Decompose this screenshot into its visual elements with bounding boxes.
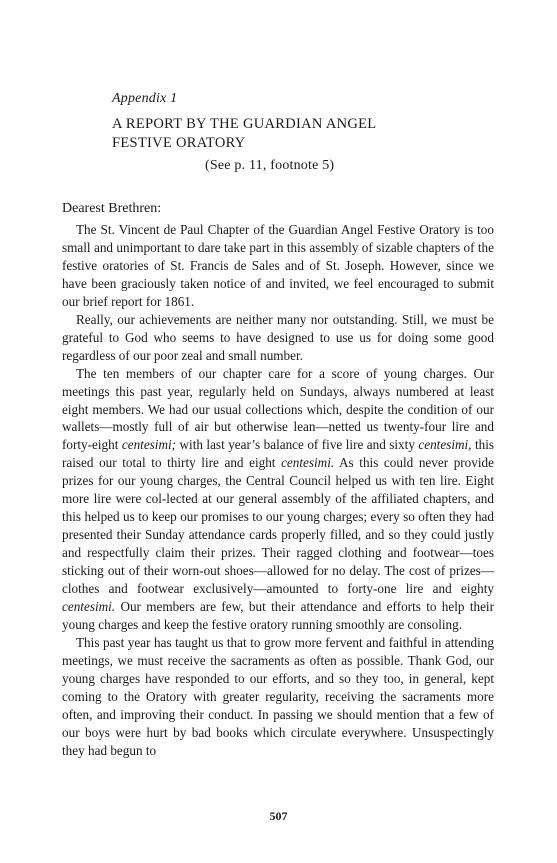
text-run: Our members are few, but their attendance and efforts to help their young charges and keep the festive oratory running smoothly are consoling. — [62, 599, 494, 632]
italic-term: centesimi; — [121, 437, 177, 453]
body-text — [62, 221, 494, 760]
appendix-label: Appendix 1 — [112, 91, 178, 106]
footnote-reference: (See p. 11, footnote 5) — [205, 158, 335, 173]
text-run: with last year’s balance of five lire and sixty — [176, 437, 419, 453]
body-paragraph — [62, 221, 494, 311]
text-run: As this could never provide prizes for our young charges, the Central Council helped us with ten lire. Eight more lire were col-lected at our general assembly of the affiliated chapters, and this helped us to keep our promises to our young charges; every so often they had presented their Sunday attendance cards properly filled, and so they could justly and respectfully claim their prizes. Their ragged clothing and footwear—toes sticking out of their worn-out shoes—allowed for no delay. The cost of prizes—clothes and footwear exclusively—amounted to forty-one lire and eighty — [62, 455, 494, 597]
italic-term: centesimi. — [62, 599, 116, 615]
text-run: The St. Vincent de Paul Chapter of the Guardian Angel Festive Oratory is too small and unimportant to dare take part in this assembly of sizable chapters of the festive oratories of St. Francis de Sales and of St. Joseph. However, since we have been graciously taken notice of and invited, we feel encouraged to submit our brief report for 1861. — [62, 222, 494, 309]
salutation: Dearest Brethren: — [62, 201, 162, 216]
page-number: 507 — [269, 809, 288, 823]
body-paragraph — [62, 634, 494, 760]
text-run: This past year has taught us that to grow more fervent and faithful in attending meetings, we must receive the sacraments as often as possible. Thank God, our young charges have responded to our efforts, and so they too, in general, kept coming to the Oratory with greater regularity, receiving the sacraments more often, and improving their conduct. In passing we should mention that a few of our boys were hurt by bad books which circulate everywhere. Unsuspectingly they had begun to — [62, 634, 494, 758]
text-run: Really, our achievements are neither many nor outstanding. Still, we must be grateful to God who seems to have designed to use us for doing some good regardless of our poor zeal and small number. — [62, 311, 494, 363]
title-line-2: FESTIVE ORATORY — [112, 135, 246, 151]
body-paragraph — [62, 311, 494, 365]
report-title — [112, 115, 442, 153]
italic-term: centesimi, — [418, 437, 472, 453]
italic-term: centesimi. — [281, 455, 335, 471]
text-run: The ten members of our chapter care for a score of young charges. Our meetings this past year, regularly held on Sundays, always numbered at least eight members. We had our usual collections which, despite the condition of our wallets—mostly full of air but otherwise lean—netted us twenty-four lire and forty-eight — [62, 365, 494, 453]
text-run: this raised our total to thirty lire and eight — [62, 437, 494, 471]
title-line-1: A REPORT BY THE GUARDIAN ANGEL — [112, 116, 377, 132]
body-paragraph — [62, 365, 494, 634]
